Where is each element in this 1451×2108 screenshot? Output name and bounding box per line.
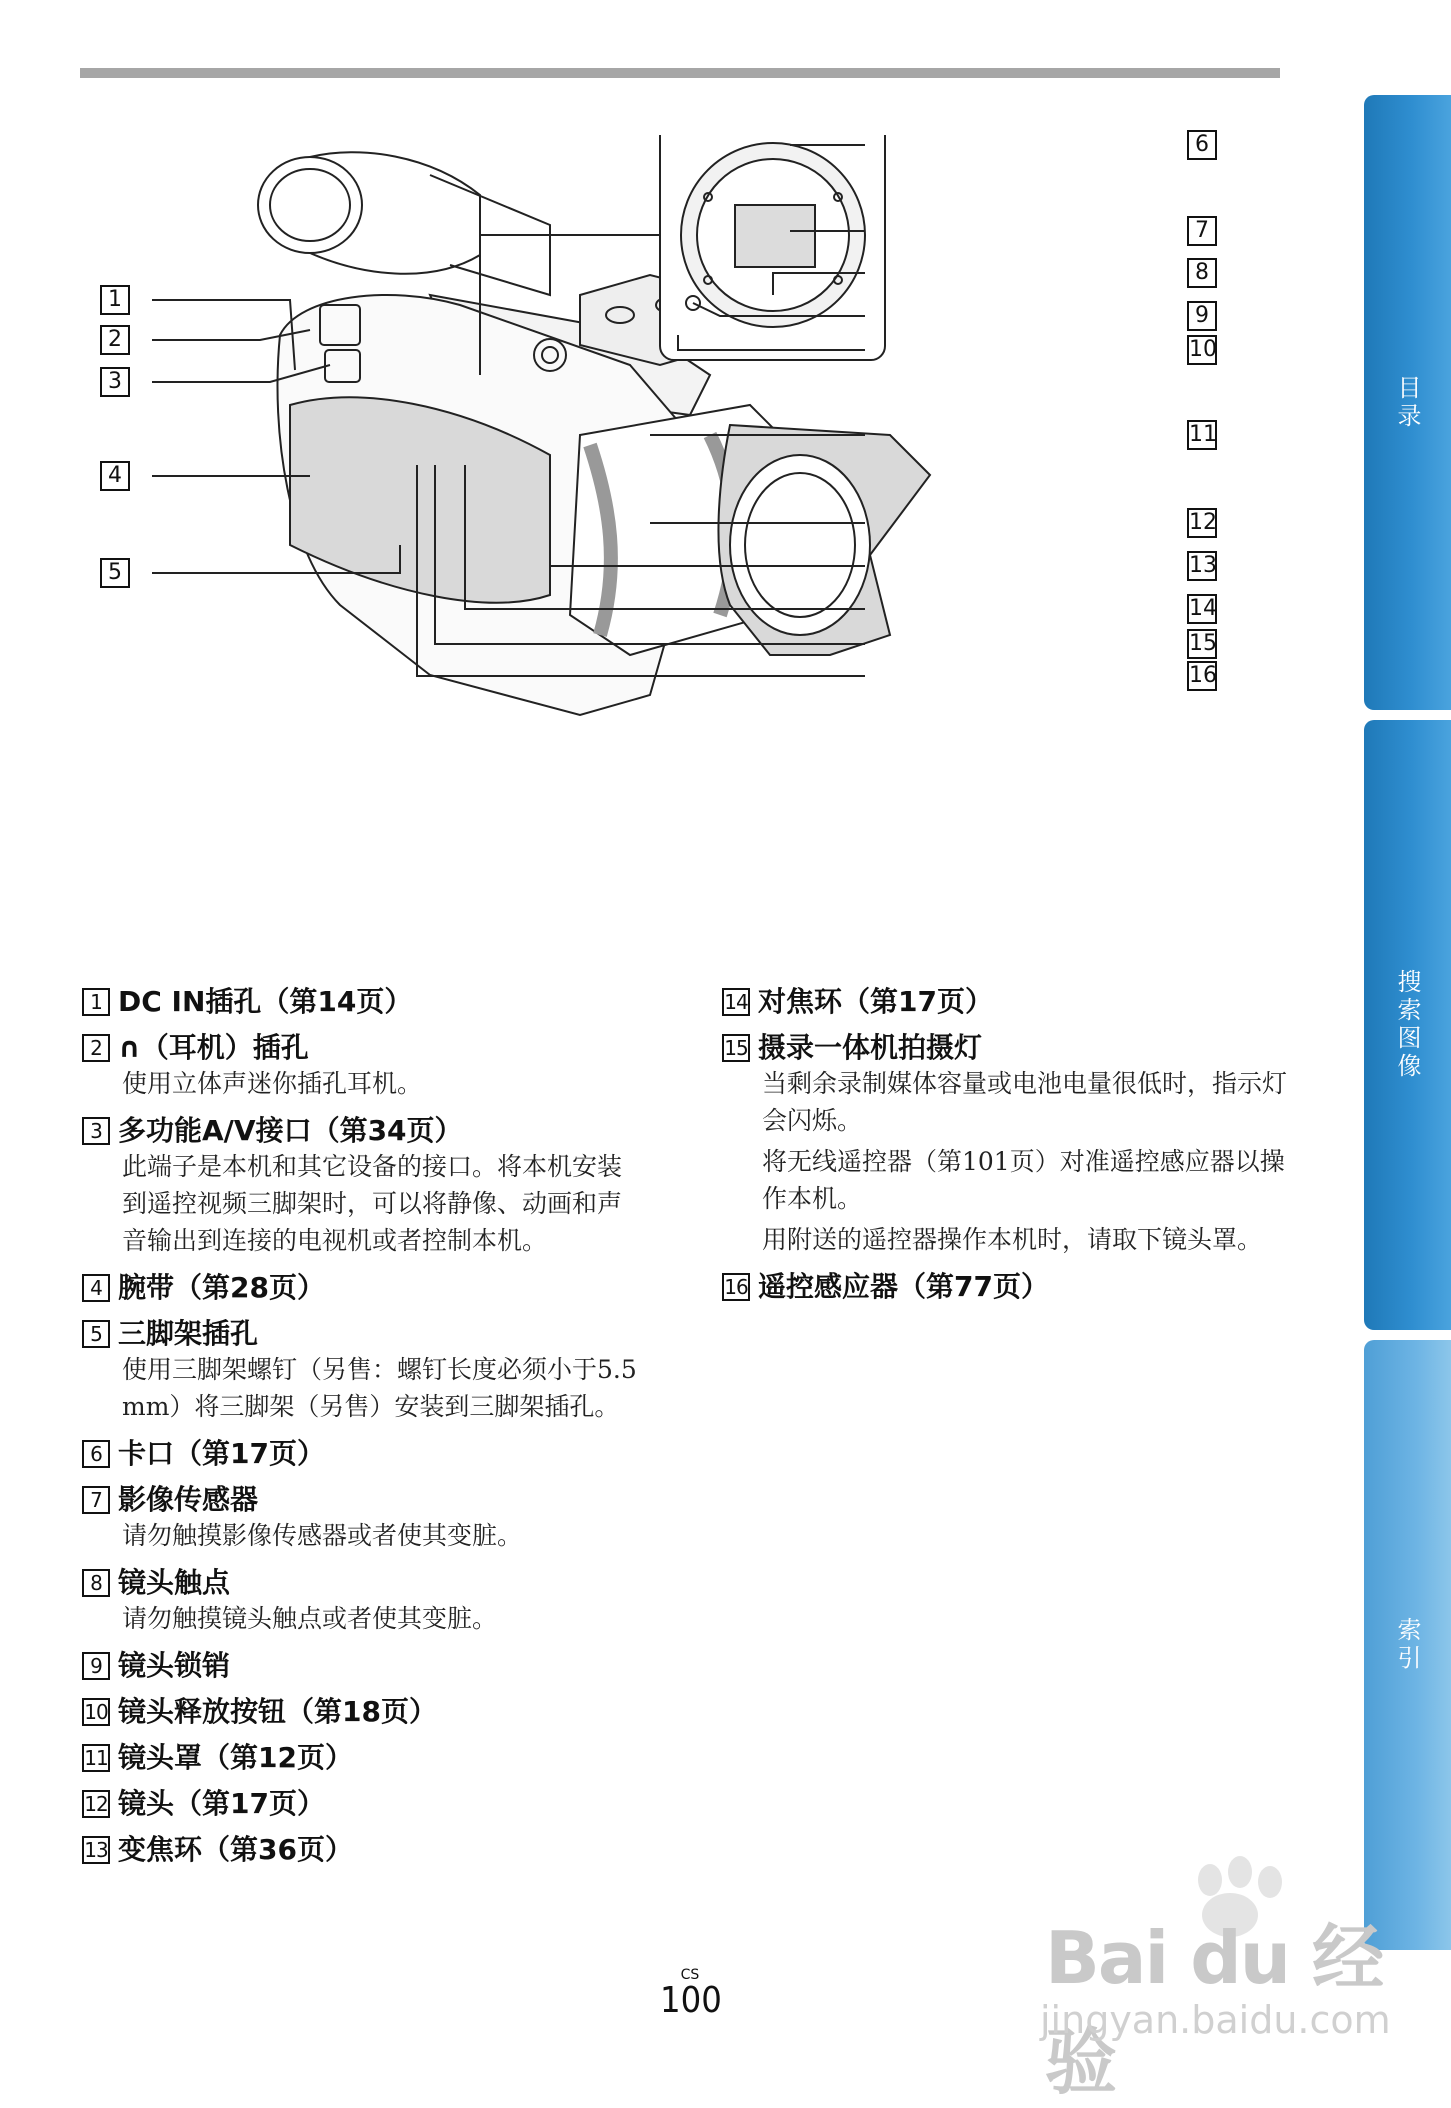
callout-9: 9 (1187, 301, 1217, 331)
tab-contents-label: 目录 (1393, 374, 1421, 431)
top-rule (80, 68, 1280, 78)
item-title[interactable]: 镜头（第17页） (118, 1787, 325, 1820)
tab-index-label: 索引 (1393, 1617, 1421, 1673)
item-title[interactable]: 变焦环（第36页） (118, 1833, 353, 1866)
item-number: 7 (82, 1486, 110, 1514)
list-item (722, 985, 1302, 1019)
callout-16: 16 (1187, 661, 1217, 691)
item-number: 16 (722, 1273, 750, 1301)
item-number: 11 (82, 1744, 110, 1772)
item-title[interactable]: 对焦环（第17页） (758, 985, 993, 1018)
item-title[interactable]: 镜头罩（第12页） (118, 1741, 353, 1774)
item-description: 使用三脚架螺钉（另售：螺钉长度必须小于5.5 mm）将三脚架（另售）安装到三脚架插孔。 (122, 1355, 637, 1421)
item-number: 8 (82, 1569, 110, 1597)
list-item (82, 1833, 642, 1867)
camera-illustration (130, 135, 1260, 925)
item-number: 5 (82, 1320, 110, 1348)
callout-7: 7 (1187, 216, 1217, 246)
watermark-brand: Bai du 经验 (1045, 1916, 1383, 2104)
callout-4: 4 (100, 461, 130, 491)
item-title[interactable]: 腕带（第28页） (118, 1271, 325, 1304)
list-item (722, 1031, 1302, 1258)
item-title[interactable]: 卡口（第17页） (118, 1437, 325, 1470)
item-number: 6 (82, 1440, 110, 1468)
list-item (82, 1437, 642, 1471)
callout-3: 3 (100, 367, 130, 397)
item-description: 将无线遥控器（第101页）对准遥控感应器以操作本机。 (762, 1147, 1285, 1213)
item-title[interactable]: 镜头释放按钮（第18页） (118, 1695, 437, 1728)
list-item (82, 1566, 642, 1637)
item-number: 12 (82, 1790, 110, 1818)
callout-15: 15 (1187, 629, 1217, 659)
list-item (82, 1649, 642, 1683)
list-item (82, 1271, 642, 1305)
callout-5: 5 (100, 558, 130, 588)
list-item (82, 1114, 642, 1259)
list-item (722, 1270, 1302, 1304)
callout-10: 10 (1187, 335, 1217, 365)
item-number: 15 (722, 1034, 750, 1062)
callout-13: 13 (1187, 551, 1217, 581)
camera-diagram (108, 132, 1260, 925)
page-number (660, 1968, 720, 2020)
callout-6: 6 (1187, 130, 1217, 160)
callout-11: 11 (1187, 420, 1217, 450)
tab-search-images-label: 搜索图像 (1393, 969, 1421, 1081)
callout-2: 2 (100, 325, 130, 355)
item-description: 使用立体声迷你插孔耳机。 (122, 1069, 423, 1098)
item-title: 镜头锁销 (118, 1649, 231, 1682)
item-description: 请勿触摸影像传感器或者使其变脏。 (122, 1521, 523, 1550)
watermark-url: jingyan.baidu.com (1040, 1998, 1391, 2042)
callout-14: 14 (1187, 594, 1217, 624)
item-number: 14 (722, 988, 750, 1016)
item-title[interactable]: 多功能A/V接口（第34页） (118, 1114, 463, 1147)
language-code: CS (680, 1967, 700, 1983)
item-title: 影像传感器 (118, 1483, 259, 1516)
list-item (82, 1317, 642, 1425)
item-title: 摄录一体机拍摄灯 (758, 1031, 983, 1064)
list-item (82, 1695, 642, 1729)
item-description: 此端子是本机和其它设备的接口。将本机安装到遥控视频三脚架时，可以将静像、动画和声音输出到连接的电视机或者控制本机。 (122, 1152, 623, 1255)
callout-1: 1 (100, 285, 130, 315)
item-number: 9 (82, 1652, 110, 1680)
item-number: 2 (82, 1034, 110, 1062)
item-number: 10 (82, 1698, 110, 1726)
callout-12: 12 (1187, 508, 1217, 538)
item-title: 三脚架插孔 (118, 1317, 259, 1350)
item-title: ∩（耳机）插孔 (118, 1031, 309, 1064)
item-description: 用附送的遥控器操作本机时，请取下镜头罩。 (762, 1225, 1263, 1254)
page-number-value: 100 (660, 1980, 722, 2021)
callout-8: 8 (1187, 258, 1217, 288)
parts-list-left (82, 985, 642, 1879)
item-number: 4 (82, 1274, 110, 1302)
item-number: 1 (82, 988, 110, 1016)
list-item (82, 985, 642, 1019)
tab-search-images[interactable] (1364, 720, 1451, 1330)
item-number: 3 (82, 1117, 110, 1145)
item-description: 当剩余录制媒体容量或电池电量很低时，指示灯会闪烁。 (762, 1069, 1288, 1135)
item-title[interactable]: DC IN插孔（第14页） (118, 985, 413, 1018)
list-item (82, 1741, 642, 1775)
item-title: 镜头触点 (118, 1566, 231, 1599)
parts-list-right (722, 985, 1302, 1316)
tab-contents[interactable] (1364, 95, 1451, 710)
item-number: 13 (82, 1836, 110, 1864)
list-item (82, 1031, 642, 1102)
item-title[interactable]: 遥控感应器（第77页） (758, 1270, 1049, 1303)
item-description: 请勿触摸镜头触点或者使其变脏。 (122, 1604, 498, 1633)
list-item (82, 1787, 642, 1821)
list-item (82, 1483, 642, 1554)
